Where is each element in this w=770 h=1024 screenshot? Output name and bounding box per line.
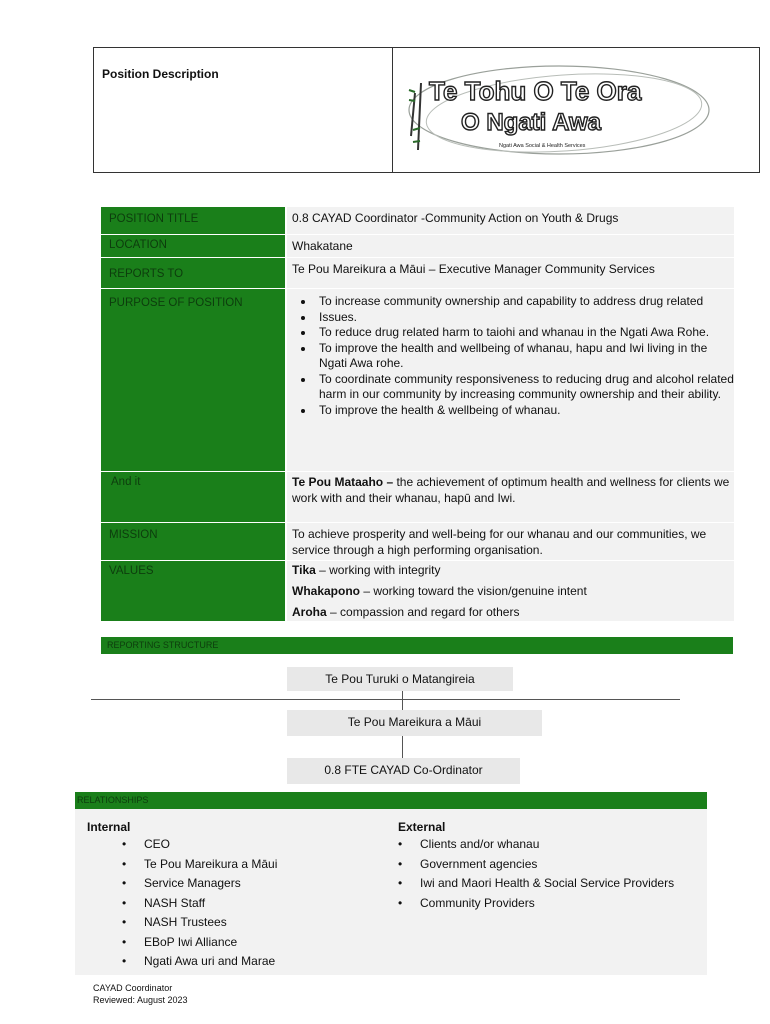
list-item: • Community Providers: [398, 896, 674, 916]
list-item: • To improve the health & wellbeing of whanau.: [315, 403, 734, 419]
document-header: [93, 47, 760, 173]
external-list: [398, 837, 674, 915]
purpose-list: [292, 294, 734, 418]
position-description-label: Position Description: [102, 67, 219, 81]
org-box-middle: Te Pou Mareikura a Māui: [287, 710, 542, 736]
list-item: • Government agencies: [398, 857, 674, 877]
list-item: • EBoP Iwi Alliance: [122, 935, 277, 955]
list-item: • NASH Staff: [122, 896, 277, 916]
list-item: • CEO: [122, 837, 277, 857]
location-value: Whakatane: [287, 235, 734, 257]
reports-to-value: Te Pou Mareikura a Māui – Executive Manager Community Services: [287, 258, 734, 288]
list-item: • Clients and/or whanau: [398, 837, 674, 857]
list-item: • To increase community ownership and capability to address drug related: [315, 294, 734, 310]
org-box-bottom: 0.8 FTE CAYAD Co-Ordinator: [287, 758, 520, 784]
external-heading: External: [398, 820, 446, 834]
mission-value: To achieve prosperity and well-being for our whanau and our communities, we service through a high performing organisation.: [287, 523, 734, 560]
purpose-value: [287, 289, 734, 471]
logo-line2: O Ngati Awa: [461, 109, 602, 136]
mission-row: [101, 523, 734, 562]
location-label: LOCATION: [101, 235, 285, 257]
list-item: • To reduce drug related harm to taiohi and whanau in the Ngati Awa Rohe.: [315, 325, 734, 341]
relationships-bar: RELATIONSHIPS: [75, 792, 707, 809]
mission-label: MISSION: [101, 523, 285, 560]
org-connector: [402, 736, 403, 758]
reports-to-label: REPORTS TO: [101, 258, 285, 288]
logo-tagline: Ngati Awa Social & Health Services: [499, 143, 586, 149]
list-item: • To improve the health and wellbeing of whanau, hapu and Iwi living in the Ngati Awa rohe.: [315, 341, 734, 372]
list-item: • NASH Trustees: [122, 915, 277, 935]
org-box-top: Te Pou Turuki o Matangireia: [287, 667, 513, 691]
list-item: • Issues.: [315, 310, 734, 326]
org-connector: [402, 691, 403, 710]
list-item: • Iwi and Maori Health & Social Service Providers: [398, 876, 674, 896]
header-divider: [392, 48, 393, 172]
position-title-label: POSITION TITLE: [101, 207, 285, 234]
and-it-row: [101, 472, 734, 524]
value-item: Aroha – compassion and regard for others: [292, 605, 520, 619]
logo-line1: Te Tohu O Te Ora: [429, 76, 642, 106]
value-item: Whakapono – working toward the vision/genuine intent: [292, 584, 587, 598]
and-it-line2: work with and their whanau, hapū and Iwi.: [292, 490, 516, 505]
position-title-value: 0.8 CAYAD Coordinator -Community Action on Youth & Drugs: [287, 207, 734, 234]
position-title-row: [101, 207, 734, 236]
footer-title: CAYAD Coordinator: [93, 983, 173, 993]
values-label: VALUES: [101, 561, 285, 621]
internal-heading: Internal: [87, 820, 131, 834]
reports-to-row: [101, 258, 734, 290]
values-value: [287, 561, 734, 621]
internal-list: [122, 837, 277, 974]
and-it-line1: the achievement of optimum health and wellness for clients we: [393, 475, 730, 489]
list-item: • Ngati Awa uri and Marae: [122, 954, 277, 974]
reporting-structure-bar: REPORTING STRUCTURE: [101, 637, 733, 654]
and-it-bold: Te Pou Mataaho –: [292, 475, 394, 489]
purpose-row: [101, 289, 734, 473]
and-it-label: And it: [101, 472, 285, 522]
purpose-label: PURPOSE OF POSITION: [101, 289, 285, 471]
and-it-value: [287, 472, 734, 522]
value-item: Tika – working with integrity: [292, 563, 441, 577]
location-row: [101, 235, 734, 259]
values-row: [101, 561, 734, 621]
list-item: • To coordinate community responsiveness to reducing drug and alcohol related harm in our community by increasing community ownership and their ability.: [315, 372, 734, 403]
footer-reviewed: Reviewed: August 2023: [93, 995, 188, 1005]
list-item: • Service Managers: [122, 876, 277, 896]
list-item: • Te Pou Mareikura a Māui: [122, 857, 277, 877]
org-horizontal-line: [91, 699, 680, 700]
organisation-logo: [399, 58, 754, 164]
